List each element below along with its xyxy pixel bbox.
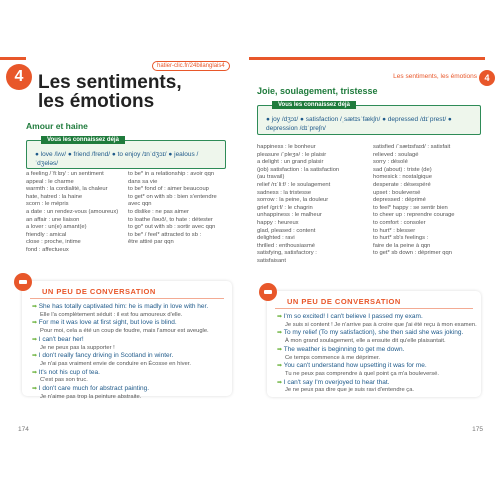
conversation-line-fr: C'est pas son truc. <box>40 377 88 384</box>
conversation-line-en: ➡ I don't care much for abstract painting. <box>32 385 150 393</box>
conversation-line-fr: Je ne peux pas la supporter ! <box>40 344 115 351</box>
vocab-item: warmth : la cordialité, la chaleur <box>26 186 108 193</box>
arrow-icon: ➡ <box>32 336 39 343</box>
vocab-item: happiness : le bonheur <box>257 144 316 150</box>
conversation-line-fr: Je n'aime pas trop la peinture abstraite. <box>40 393 142 400</box>
vocab-item: glad, pleased : content <box>257 227 316 234</box>
known-words-title: Vous les connaissez déjà <box>272 101 356 109</box>
conversation-line-fr: Elle l'a complètement séduit : il est fou amoureux d'elle. <box>40 311 183 318</box>
vocab-item: sorry : désolé <box>373 159 408 166</box>
right-page <box>249 0 497 497</box>
vocab-item: sad (about) : triste (de) <box>373 166 432 173</box>
conversation-box-love <box>22 281 232 400</box>
arrow-icon: ➡ <box>32 304 39 310</box>
vocab-list-col1 <box>26 171 126 255</box>
conversation-line-en: ➡ I'm so excited! I can't believe I passed my exam. <box>277 313 423 320</box>
conversation-line-en: ➡ I can't say I'm overjoyed to hear that. <box>277 378 390 386</box>
vocab-item: avec qqn <box>128 201 152 208</box>
vocab-item: pleasure /ˈpleʒə/ : le plaisir <box>257 151 327 158</box>
vocab-item: a delight : un grand plaisir <box>257 159 324 166</box>
known-words-title: Vous les connaissez déjà <box>41 136 125 144</box>
vocab-item: (au travail) <box>257 174 285 181</box>
vocab-item: satisfied /ˈsætɪsfaɪd/ : satisfait <box>373 144 451 150</box>
vocab-item: être attiré par qqn <box>128 239 174 246</box>
arrow-icon: ➡ <box>32 386 39 393</box>
conversation-line-fr: Je n'ai pas vraiment envie de conduire en Écosse en hiver. <box>40 360 191 367</box>
arrow-icon: ➡ <box>277 363 284 370</box>
arrow-icon: ➡ <box>277 379 284 386</box>
vocab-item: happy : heureux <box>257 219 299 226</box>
vocab-item: (job) satisfaction : la satisfaction <box>257 166 340 173</box>
conversation-line-en: ➡ I can't bear her! <box>32 335 84 343</box>
vocab-item: depressed : déprimé <box>373 197 426 204</box>
conversation-line-fr: Je suis si content ! Je n'arrive pas à croire que j'ai été reçu à mon examen. <box>285 321 477 328</box>
vocab-item: satisfying, satisfactory : <box>257 250 317 257</box>
vocab-item: a feeling /ˈfiːlɪŋ/ : un sentiment <box>26 171 104 177</box>
conversation-line-fr: Pour moi, cela a été un coup de foudre, mais l'amour est aveugle. <box>40 328 209 335</box>
vocab-item: to go* out with sb : sortir avec qqn <box>128 224 216 231</box>
vocab-item: to be* in a relationship : avoir qqn <box>128 171 215 177</box>
vocab-item: an affair : une liaison <box>26 216 80 223</box>
vocab-item: to hurt* : blesser <box>373 227 416 234</box>
vocab-item: to dislike : ne pas aimer <box>128 208 189 215</box>
vocab-item: satisfaisant <box>257 257 286 264</box>
vocab-list-col2 <box>128 171 240 247</box>
vocab-item: sadness : la tristesse <box>257 189 312 196</box>
vocab-item: desperate : désespéré <box>373 181 431 188</box>
vocab-item: to be* fond of : aimer beaucoup <box>128 186 209 193</box>
vocab-list-col1 <box>257 144 365 266</box>
vocab-item: to feel* happy : se sentir bien <box>373 204 448 211</box>
chapter-title <box>38 73 182 111</box>
conversation-list <box>277 313 475 395</box>
vocab-item: to get* on with sb : bien s'entendre <box>128 193 217 200</box>
arrow-icon: ➡ <box>277 330 284 337</box>
speech-bubble-icon <box>14 273 32 291</box>
vocab-item: to be* / feel* attracted to sb : <box>128 231 202 238</box>
vocab-item: upset : bouleversé <box>373 189 421 196</box>
chapter-top-rule <box>249 57 485 60</box>
chapter-number-badge: 4 <box>6 64 32 90</box>
known-words-text: ● love /lʌv/ ● friend /frend/ ● to enjoy /ɪnˈdʒɔɪ/ ● jealous /ˈdʒeləs/ <box>35 151 199 167</box>
conversation-list <box>32 303 226 401</box>
left-page <box>0 0 248 497</box>
known-words-text: ● joy /dʒɔɪ/ ● satisfaction /ˌsætɪsˈfækʃn/ ● depressed /dɪˈprest/ ● depression /dɪˈpreʃn/ <box>266 116 452 132</box>
vocab-item: delighted : ravi <box>257 235 295 242</box>
vocab-item: to get* sb down : déprimer qqn <box>373 250 452 257</box>
vocab-item: fond : affectueux <box>26 246 69 253</box>
running-head: Les sentiments, les émotions <box>393 73 477 80</box>
vocab-item: to loathe /ləʊð/, to hate : détester <box>128 216 213 223</box>
conversation-line-en: ➡ To my relief (To my satisfaction), she then said she was joking. <box>277 329 464 337</box>
arrow-icon: ➡ <box>32 320 39 327</box>
chapter-title-line2: les émotions <box>38 91 155 112</box>
section-title-love: Amour et haine <box>26 121 88 131</box>
vocab-list-col2 <box>373 144 485 258</box>
conversation-line-en: ➡ For me it was love at first sight, but love is blind. <box>32 319 177 327</box>
vocab-item: homesick : nostalgique <box>373 174 432 181</box>
vocab-item: relief /rɪˈliːf/ : le soulagement <box>257 181 331 188</box>
conversation-rule <box>30 298 224 299</box>
conversation-box-joy <box>267 291 481 397</box>
vocab-item: friendly : amical <box>26 231 67 238</box>
arrow-icon: ➡ <box>32 353 39 360</box>
conversation-line-fr: Tu ne peux pas comprendre à quel point ça m'a bouleversé. <box>285 370 439 377</box>
vocab-item: scorn : le mépris <box>26 201 69 208</box>
vocab-item: faire de la peine à qqn <box>373 242 431 249</box>
vocab-item: hate, hatred : la haine <box>26 193 83 200</box>
page-number-right: 175 <box>472 426 483 433</box>
vocab-item: a lover : un(e) amant(e) <box>26 224 87 231</box>
vocab-item: close : proche, intime <box>26 239 81 246</box>
vocab-item: a date : un rendez-vous (amoureux) <box>26 208 119 215</box>
arrow-icon: ➡ <box>32 369 39 376</box>
arrow-icon: ➡ <box>277 314 284 320</box>
vocab-item: relieved : soulagé <box>373 151 419 158</box>
conversation-rule <box>275 308 473 309</box>
conversation-line-fr: Ce temps commence à me déprimer. <box>285 354 381 361</box>
conversation-line-en: ➡ She has totally captivated him: he is madly in love with her. <box>32 303 209 310</box>
known-words-box-love <box>26 137 226 169</box>
known-words-box-joy <box>257 102 481 135</box>
chapter-number-badge: 4 <box>479 70 495 86</box>
vocab-item: to comfort : consoler <box>373 219 426 226</box>
conversation-title: UN PEU DE CONVERSATION <box>287 297 401 306</box>
conversation-line-en: ➡ You can't understand how upsetting it was for me. <box>277 362 427 370</box>
arrow-icon: ➡ <box>277 346 284 353</box>
chapter-title-line1: Les sentiments, <box>38 72 182 93</box>
speech-bubble-icon <box>259 283 277 301</box>
vocab-item: to hurt* sb's feelings : <box>373 235 429 242</box>
conversation-title: UN PEU DE CONVERSATION <box>42 287 156 296</box>
vocab-item: appeal : le charme <box>26 178 74 185</box>
conversation-line-en: ➡ The weather is beginning to get me down. <box>277 345 405 353</box>
conversation-line-en: ➡ I don't really fancy driving in Scotland in winter. <box>32 352 174 360</box>
section-title-joy: Joie, soulagement, tristesse <box>257 86 378 96</box>
chapter-top-rule <box>0 57 26 60</box>
vocab-item: thrilled : enthousiasmé <box>257 242 316 249</box>
resource-link[interactable]: hatier-clic.fr/24bilanglais4 <box>152 61 230 71</box>
conversation-line-fr: À mon grand soulagement, elle a ensuite dit qu'elle plaisantait. <box>285 338 446 345</box>
vocab-item: dans sa vie <box>128 178 158 185</box>
vocab-item: to cheer up : reprendre courage <box>373 212 455 219</box>
vocab-item: sorrow : la peine, la douleur <box>257 197 329 204</box>
vocab-item: unhappiness : le malheur <box>257 212 322 219</box>
conversation-line-fr: Je ne peux pas dire que je suis ravi d'entendre ça. <box>285 387 415 394</box>
page-number-left: 174 <box>18 426 29 433</box>
vocab-item: grief /ɡriːf/ : le chagrin <box>257 204 313 211</box>
conversation-line-en: ➡ It's not his cup of tea. <box>32 368 100 376</box>
